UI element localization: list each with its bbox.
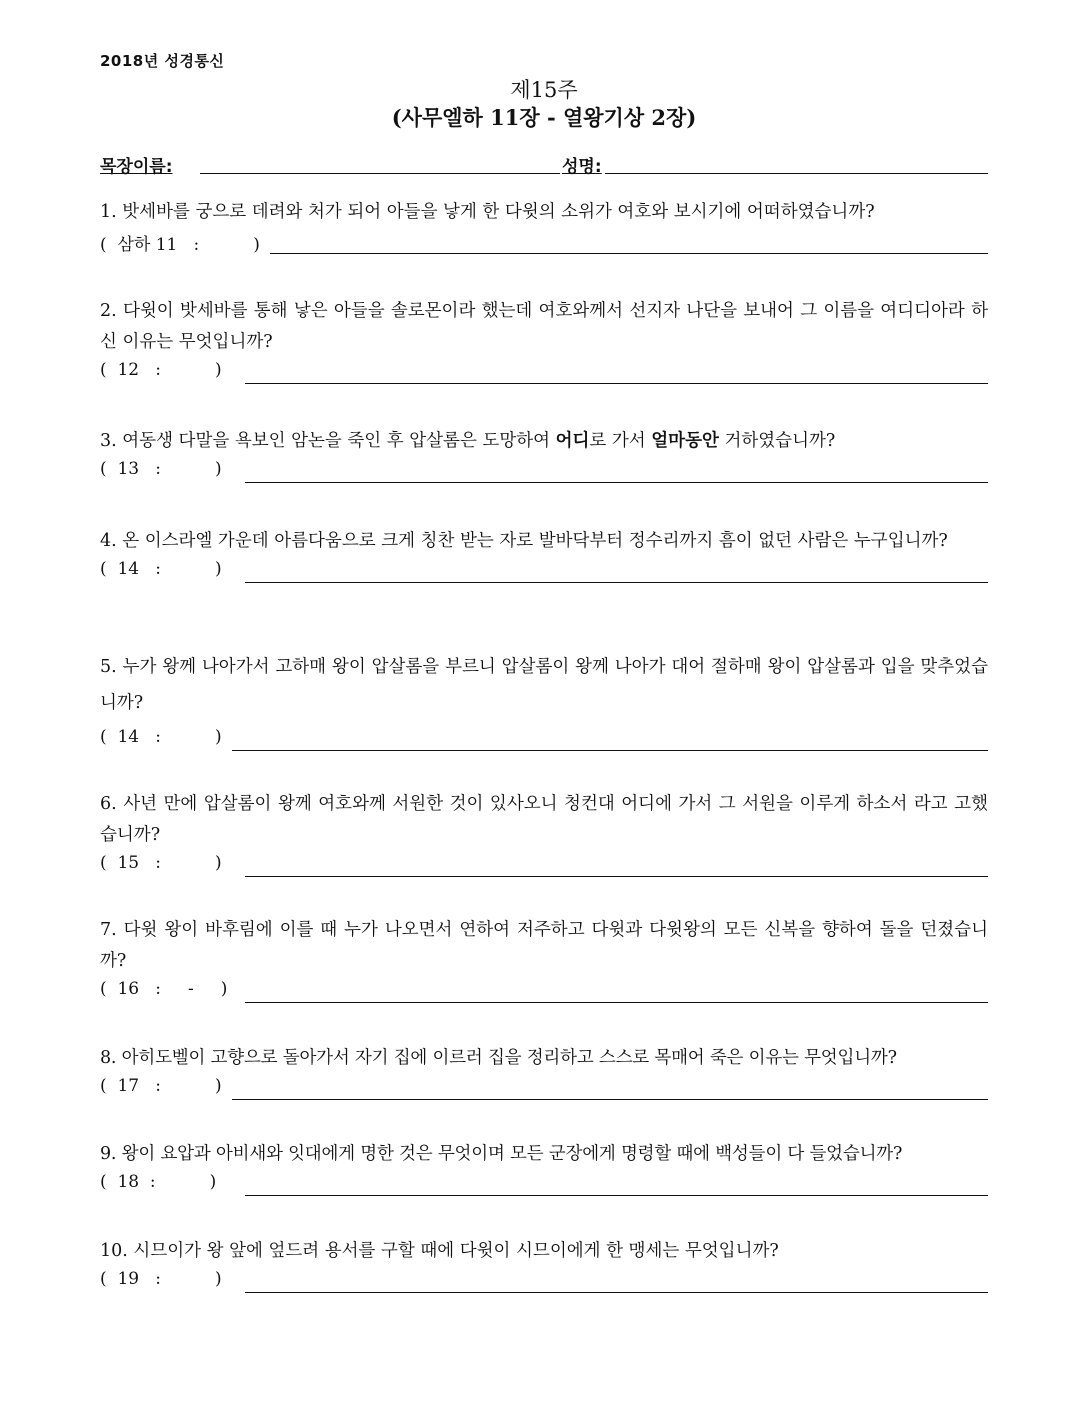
pastor-field[interactable] [200,173,560,174]
answer-field[interactable] [245,1292,988,1293]
question-7 [100,915,988,1007]
name-label: 성명: [562,157,602,177]
verse-ref: ( 15 : ) [100,853,222,873]
answer-row [100,725,988,755]
page-subtitle: (사무엘하 11장 - 열왕기상 2장) [391,105,697,130]
question-text: 2. 다윗이 밧세바를 통해 낳은 아들을 솔로몬이라 했는데 여호와께서 선지자 나단을 보내어 그 이름을 여디디아라 하신 이유는 무엇입니까? [100,301,988,352]
name-row [100,152,988,176]
answer-row [100,457,988,487]
question-text: 5. 누가 왕께 나아가서 고하매 왕이 압살롬을 부르니 압살롬이 왕께 나아가 대어 절하매 왕이 압살롬과 입을 맞추었습니까? [100,657,988,713]
verse-ref: ( 삼하 11 : ) [100,235,260,255]
question-text: 9. 왕이 요압과 아비새와 잇대에게 명한 것은 무엇이며 모든 군장에게 명령할 때에 백성들이 다 들었습니까? [100,1144,903,1164]
question-text: 8. 아히도벨이 고향으로 돌아가서 자기 집에 이르러 집을 정리하고 스스로 목매어 죽은 이유는 무엇입니까? [100,1048,897,1068]
pastor-label: 목장이름: [100,157,173,177]
verse-ref: ( 14 : ) [100,727,222,747]
answer-field[interactable] [232,750,988,751]
answer-row [100,228,988,258]
question-text: 4. 온 이스라엘 가운데 아름다움으로 크게 칭찬 받는 자로 발바닥부터 정수리까지 흠이 없던 사람은 누구입니까? [100,531,948,551]
answer-row [100,1074,988,1104]
answer-field[interactable] [245,482,988,483]
question-1 [100,197,988,258]
answer-row [100,358,988,388]
answer-row [100,977,988,1007]
verse-ref: ( 19 : ) [100,1269,222,1289]
verse-ref: ( 18 : ) [100,1172,217,1192]
answer-field[interactable] [232,1099,988,1100]
question-2 [100,296,988,388]
verse-ref: ( 13 : ) [100,459,222,479]
answer-field[interactable] [245,383,988,384]
page-title: 제15주 [510,78,578,102]
question-4 [100,526,988,587]
verse-ref: ( 16 : - ) [100,979,228,999]
answer-row [100,1170,988,1200]
answer-field[interactable] [245,876,988,877]
answer-field[interactable] [245,582,988,583]
header-tag: 2018년 성경통신 [100,52,225,70]
answer-row [100,1267,988,1297]
question-9 [100,1139,988,1200]
question-10 [100,1236,988,1297]
verse-ref: ( 12 : ) [100,360,222,380]
question-text: 3. 여동생 다말을 욕보인 암논을 죽인 후 압살롬은 도망하여 어디로 가서 얼마동안 거하였습니까? [100,431,836,451]
question-text: 10. 시므이가 왕 앞에 엎드려 용서를 구할 때에 다윗이 시므이에게 한 맹세는 무엇입니까? [100,1241,779,1261]
verse-ref: ( 14 : ) [100,559,222,579]
answer-field[interactable] [245,1195,988,1196]
name-field[interactable] [605,173,988,174]
question-text: 6. 사년 만에 압살롬이 왕께 여호와께 서원한 것이 있사오니 청컨대 어디에 가서 그 서원을 이루게 하소서 라고 고했습니까? [100,794,988,845]
question-text: 7. 다윗 왕이 바후림에 이를 때 누가 나오면서 연하여 저주하고 다윗과 다윗왕의 모든 신복을 향하여 돌을 던졌습니까? [100,920,988,971]
question-3 [100,426,988,487]
question-8 [100,1043,988,1104]
question-6 [100,789,988,881]
verse-ref: ( 17 : ) [100,1076,222,1096]
question-text: 1. 밧세바를 궁으로 데려와 처가 되어 아들을 낳게 한 다윗의 소위가 여호와 보시기에 어떠하였습니까? [100,202,875,222]
answer-field[interactable] [245,1002,988,1003]
question-5 [100,649,988,755]
answer-row [100,557,988,587]
answer-row [100,851,988,881]
answer-field[interactable] [270,253,988,254]
